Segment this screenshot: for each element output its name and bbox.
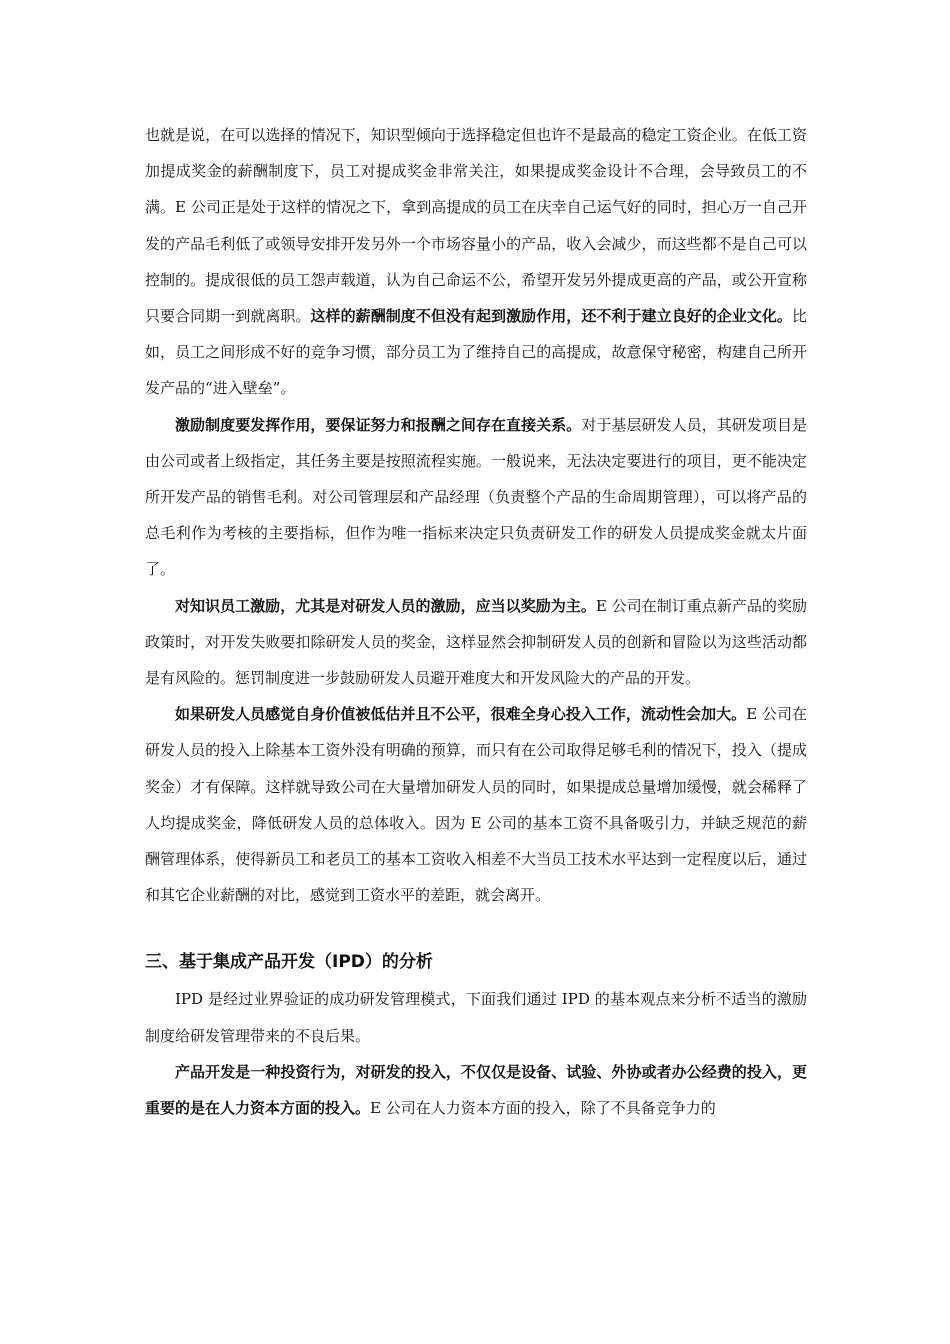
ipd-paragraph: IPD 是经过业界验证的成功研发管理模式，下面我们通过 IPD 的基本观点来分析不适当的激励制度给研发管理带来的不良后果。	[145, 990, 807, 1045]
paragraph-1-line-1: 也就是说，在可以选择的情况下，知识型倾向于选择稳定但也许不是最高的稳定工资企业。	[145, 126, 747, 144]
paragraph-1	[145, 117, 807, 407]
paragraph-1-line-3: 会导致员工的不满。E 公司正是处于这样的情况之下，拿到高提成的员工在庆幸自己运气好	[145, 162, 807, 217]
paragraph-2-text: 对于基层研发人员，其研发项目是由公司或者上级指定，其任务主要是按照流程实施。一般说来，无法决定要进行的项目，更不能决定所开发产品的销售毛利。对公司管理层和产品经理（负责整个产品的生命周期管理），可以将产品的总毛利作为考核的主要指标，但作为唯一指标来决定只负责研发工作的研发人员提成奖金就太片面了。	[145, 415, 807, 579]
paragraph-3	[145, 588, 807, 697]
paragraph-4-text: E 公司在研发人员的投入上除基本工资外没有明确的预算，而只有在公司取得足够毛利的情况下，投入（提成奖金）才有保障。这样就导致公司在大量增加研发人员的同时，如果提成总量增加缓慢，就会稀释了人均提成奖金，降低研发人员的总体收入。因为 E 公司的基本工资不具备吸引力，并缺乏规范的薪酬管理体系，使得新员工和老员工的基本工资收入相差不大当员工技术水平达到一定程度以后，通过和其它企业薪酬的对比，感觉到工资水平的差距，就会离开。	[145, 705, 807, 905]
paragraph-2-bold-lead: 激励制度要发挥作用，要保证努力和报酬之间存在直接关系。	[175, 415, 582, 434]
document-page	[145, 117, 807, 1126]
investment-paragraph	[145, 1054, 807, 1126]
paragraph-3-text: E 公司在制订重点新产品的奖励政策时，对开发失败要扣除研发人员的奖金，这样显然会抑制研发人员的创新和冒险以为这些活动都是有风险的。惩罚制度进一步鼓励研发人员避开难度大和开发风险大的产品的开发。	[145, 596, 807, 688]
section-heading: 三、基于集成产品开发（IPD）的分析	[145, 952, 433, 973]
paragraph-1-line-5: 入会减少，而这些都不是自己可以控制的。提成很低的员工怨声载道，认为自己命运不公，希	[145, 234, 807, 289]
paragraph-1-line-6: 望开发另外提成更高的产品，或公开宣称只要合同期一到就离职。	[145, 270, 807, 326]
paragraph-1-tail: 比如，员工之间形成不好的竞争习惯，部分员工为了维持自己的高提成，故意保守秘密，构建自己所开发产品的“进入壁垒”。	[145, 307, 807, 398]
paragraph-1-line-4: 的同时，担心万一自己开发的产品毛利低了或领导安排开发另外一个市场容量小的产品，收	[145, 198, 807, 253]
paragraph-4	[145, 696, 807, 913]
paragraph-4-bold-lead: 如果研发人员感觉自身价值被低估并且不公平，很难全身心投入工作，流动性会加大。	[175, 705, 747, 724]
paragraph-1-bold-statement: 这样的薪酬制度不但没有起到激励作用，还不利于建立良好的企业文化。	[310, 307, 792, 326]
investment-paragraph-text: E 公司在人力资本方面的投入，除了不具备竞争力的	[370, 1099, 716, 1118]
paragraph-2	[145, 407, 807, 588]
paragraph-1-line-2: 在低工资加提成奖金的薪酬制度下，员工对提成奖金非常关注，如果提成奖金设计不合理，	[145, 126, 807, 181]
investment-paragraph-bold-lead: 产品开发是一种投资行为，对研发的投入，不仅仅是设备、试验、外协或者办公经费的投入，更重要的是在人力资本方面的投入。	[145, 1062, 807, 1118]
paragraph-3-bold-lead: 对知识员工激励，尤其是对研发人员的激励，应当以奖励为主。	[175, 596, 596, 615]
